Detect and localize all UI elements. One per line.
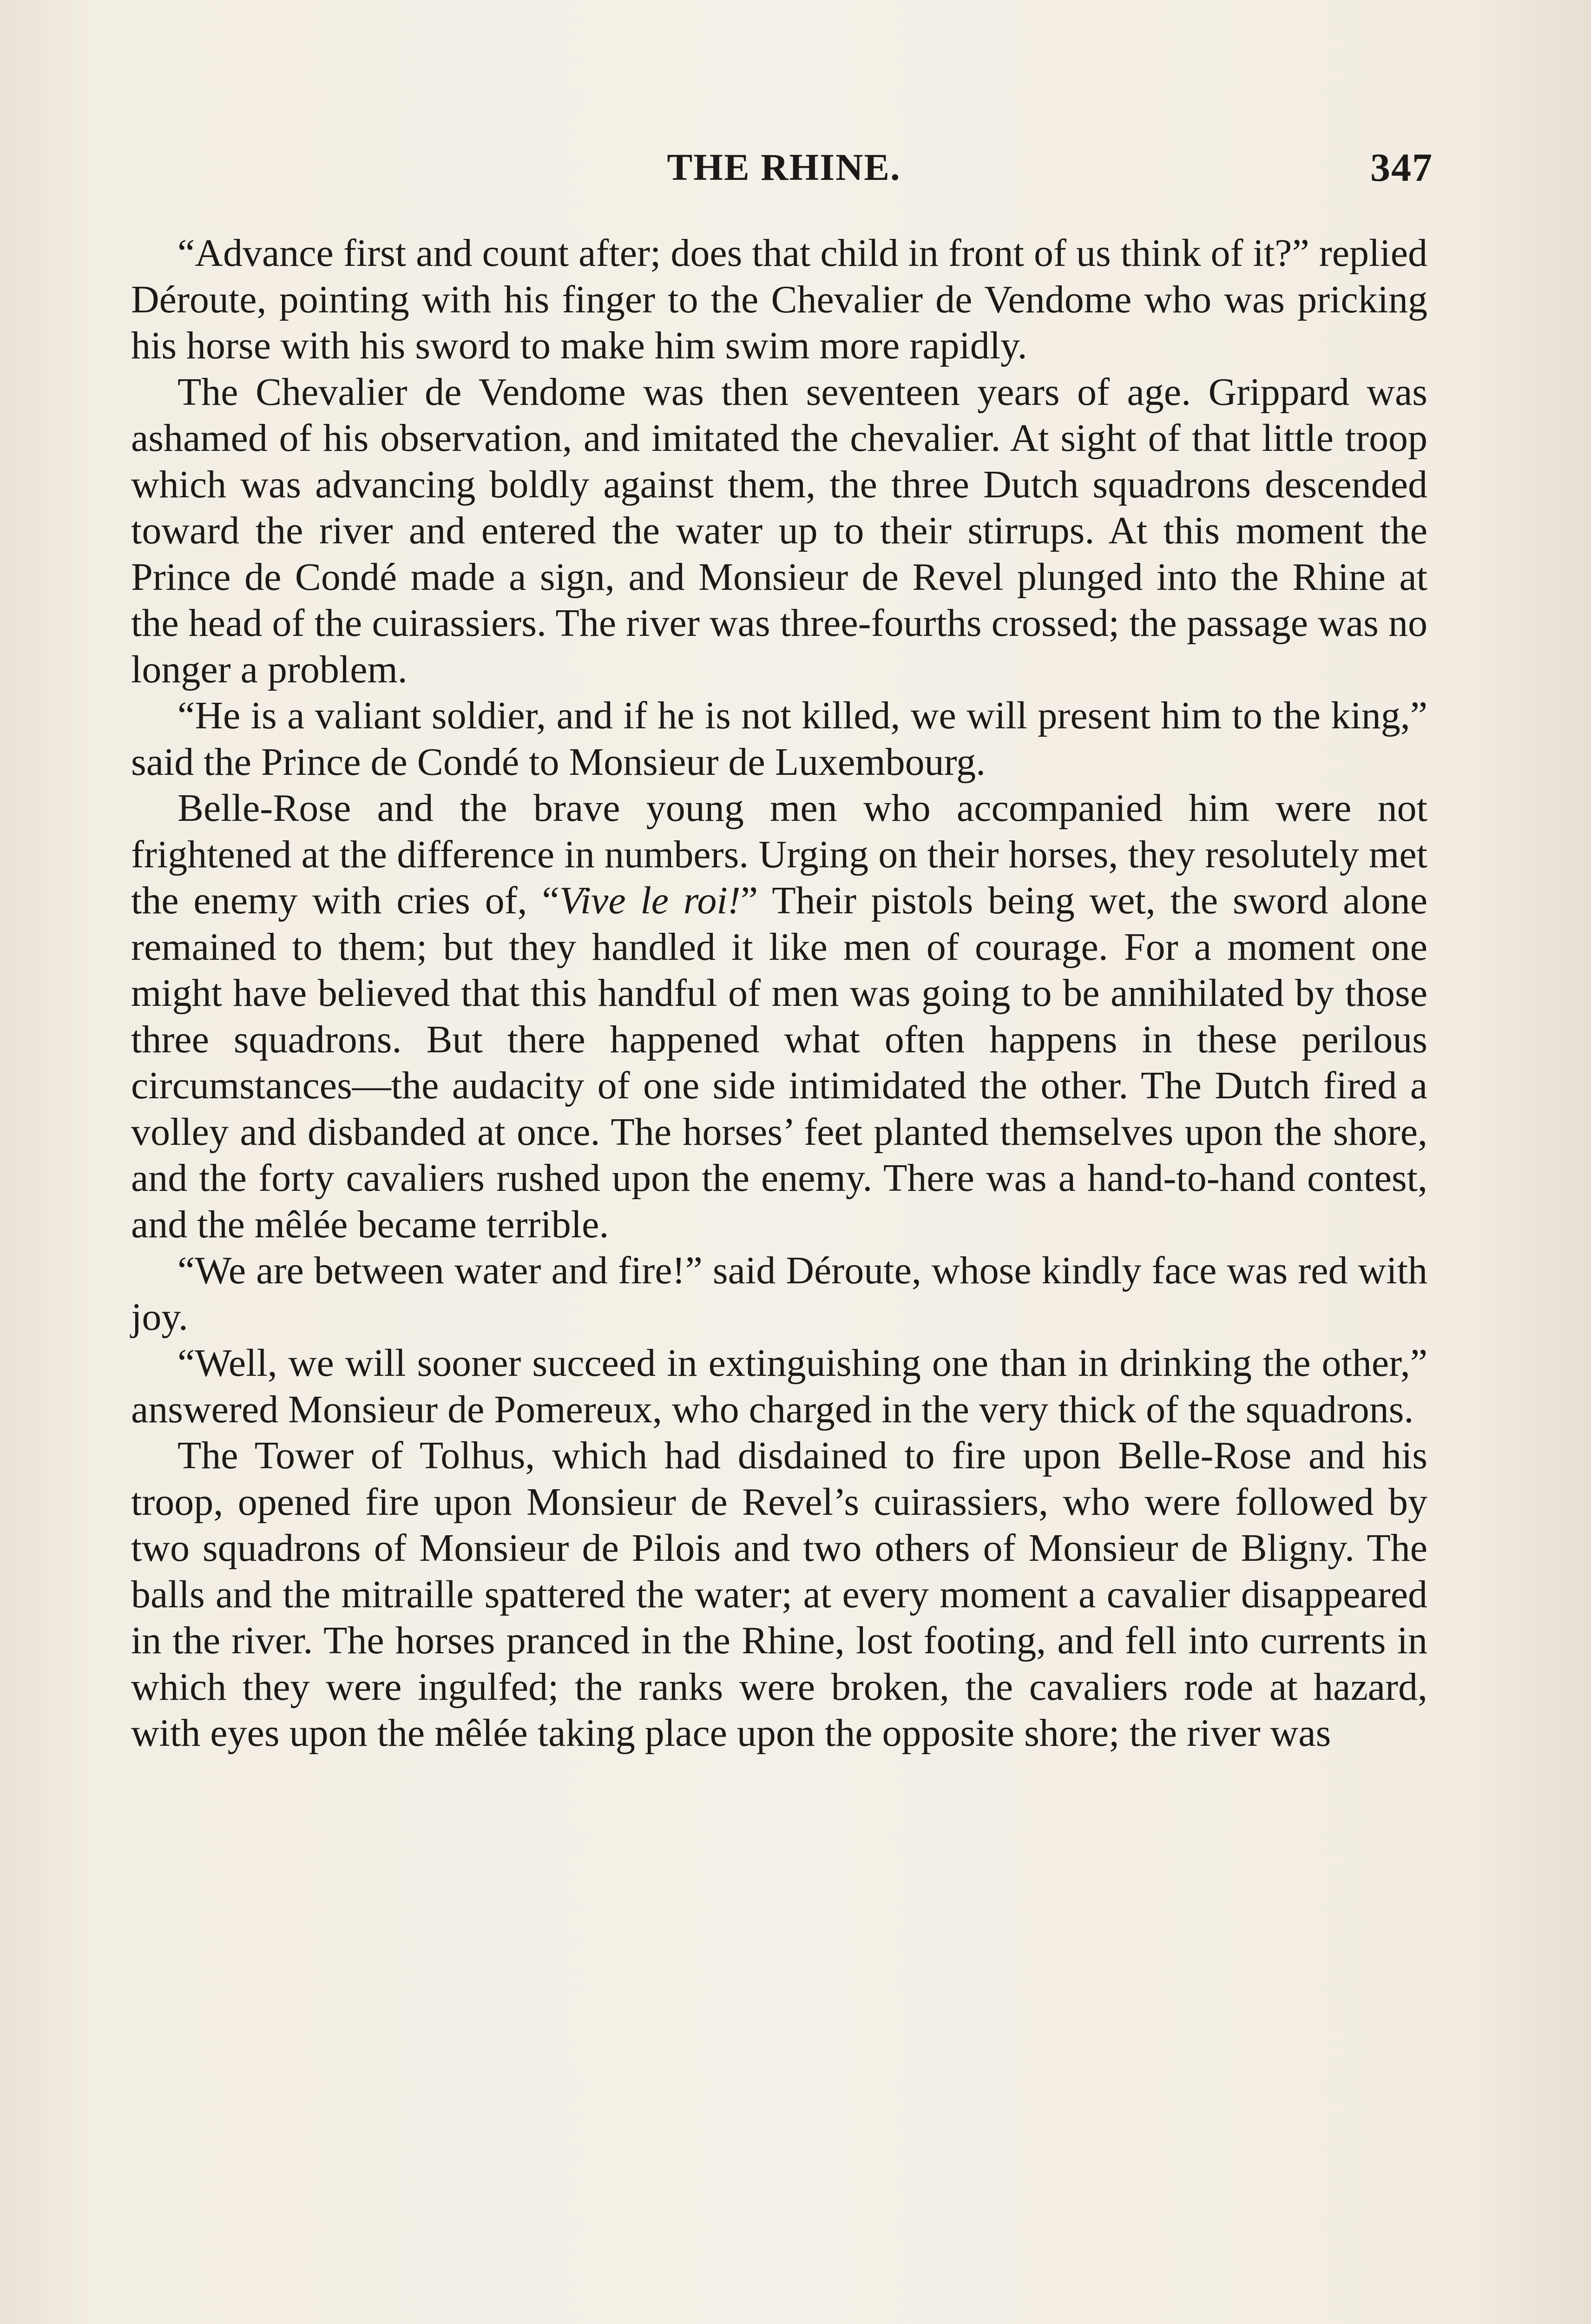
body-text <box>131 230 1427 1756</box>
paragraph-4-text-before: Belle-Rose and the brave young men who accompanied him were not frightened at the difference in numbers. Urging on their horses, they resolutely met the enemy with cries of, “ <box>131 786 1427 922</box>
paragraph-3: “He is a valiant soldier, and if he is not killed, we will present him to the king,” said the Prince de Condé to Monsieur de Luxembourg. <box>131 694 1427 784</box>
paragraph-7: The Tower of Tolhus, which had disdained to fire upon Belle-Rose and his troop, opened fire upon Monsieur de Revel’s cuirassiers, who were followed by two squadrons of Monsieur de Pilois and two others of Monsieur de Bligny. The balls and the mitraille spattered the water; at every moment a cavalier disappeared in the river. The horses pranced in the Rhine, lost footing, and fell into currents in which they were ingulfed; the ranks were broken, the cavaliers rode at hazard, with eyes upon the mêlée taking place upon the opposite shore; the river was <box>131 1434 1427 1755</box>
paragraph-1: “Advance first and count after; does that child in front of us think of it?” replied Déroute, pointing with his finger to the Chevalier de Vendome who was pricking his horse with his sword to make him swim more rapidly. <box>131 231 1427 367</box>
paragraph-4 <box>131 785 1427 1248</box>
running-header <box>135 139 1433 195</box>
paragraph-6: “Well, we will sooner succeed in extinguishing one than in drinking the other,” answered Monsieur de Pomereux, who charged in the very thick of the squadrons. <box>131 1341 1427 1431</box>
running-title: THE RHINE. <box>667 146 901 188</box>
paragraph-2: The Chevalier de Vendome was then seventeen years of age. Grippard was ashamed of his observation, and imitated the chevalier. At sight of that little troop which was advancing boldly against them, the three Dutch squadrons descended toward the river and entered the water up to their stirrups. At this moment the Prince de Condé made a sign, and Monsieur de Revel plunged into the Rhine at the head of the cuirassiers. The river was three-fourths crossed; the passage was no longer a problem. <box>131 370 1427 691</box>
paragraph-4-italic: Vive le roi! <box>559 879 741 922</box>
page-number: 347 <box>1370 145 1433 190</box>
paragraph-5: “We are between water and fire!” said Déroute, whose kindly face was red with joy. <box>131 1249 1427 1339</box>
paragraph-4-text-after: ” Their pistols being wet, the sword alone remained to them; but they handled it like men of courage. For a moment one might have believed that this handful of men was going to be annihilated by those three squadrons. But there happened what often happens in these perilous circumstances—the audacity of one side intimidated the other. The Dutch fired a volley and disbanded at once. The horses’ feet planted themselves upon the shore, and the forty cavaliers rushed upon the enemy. There was a hand-to-hand contest, and the mêlée became terrible. <box>131 879 1428 1246</box>
